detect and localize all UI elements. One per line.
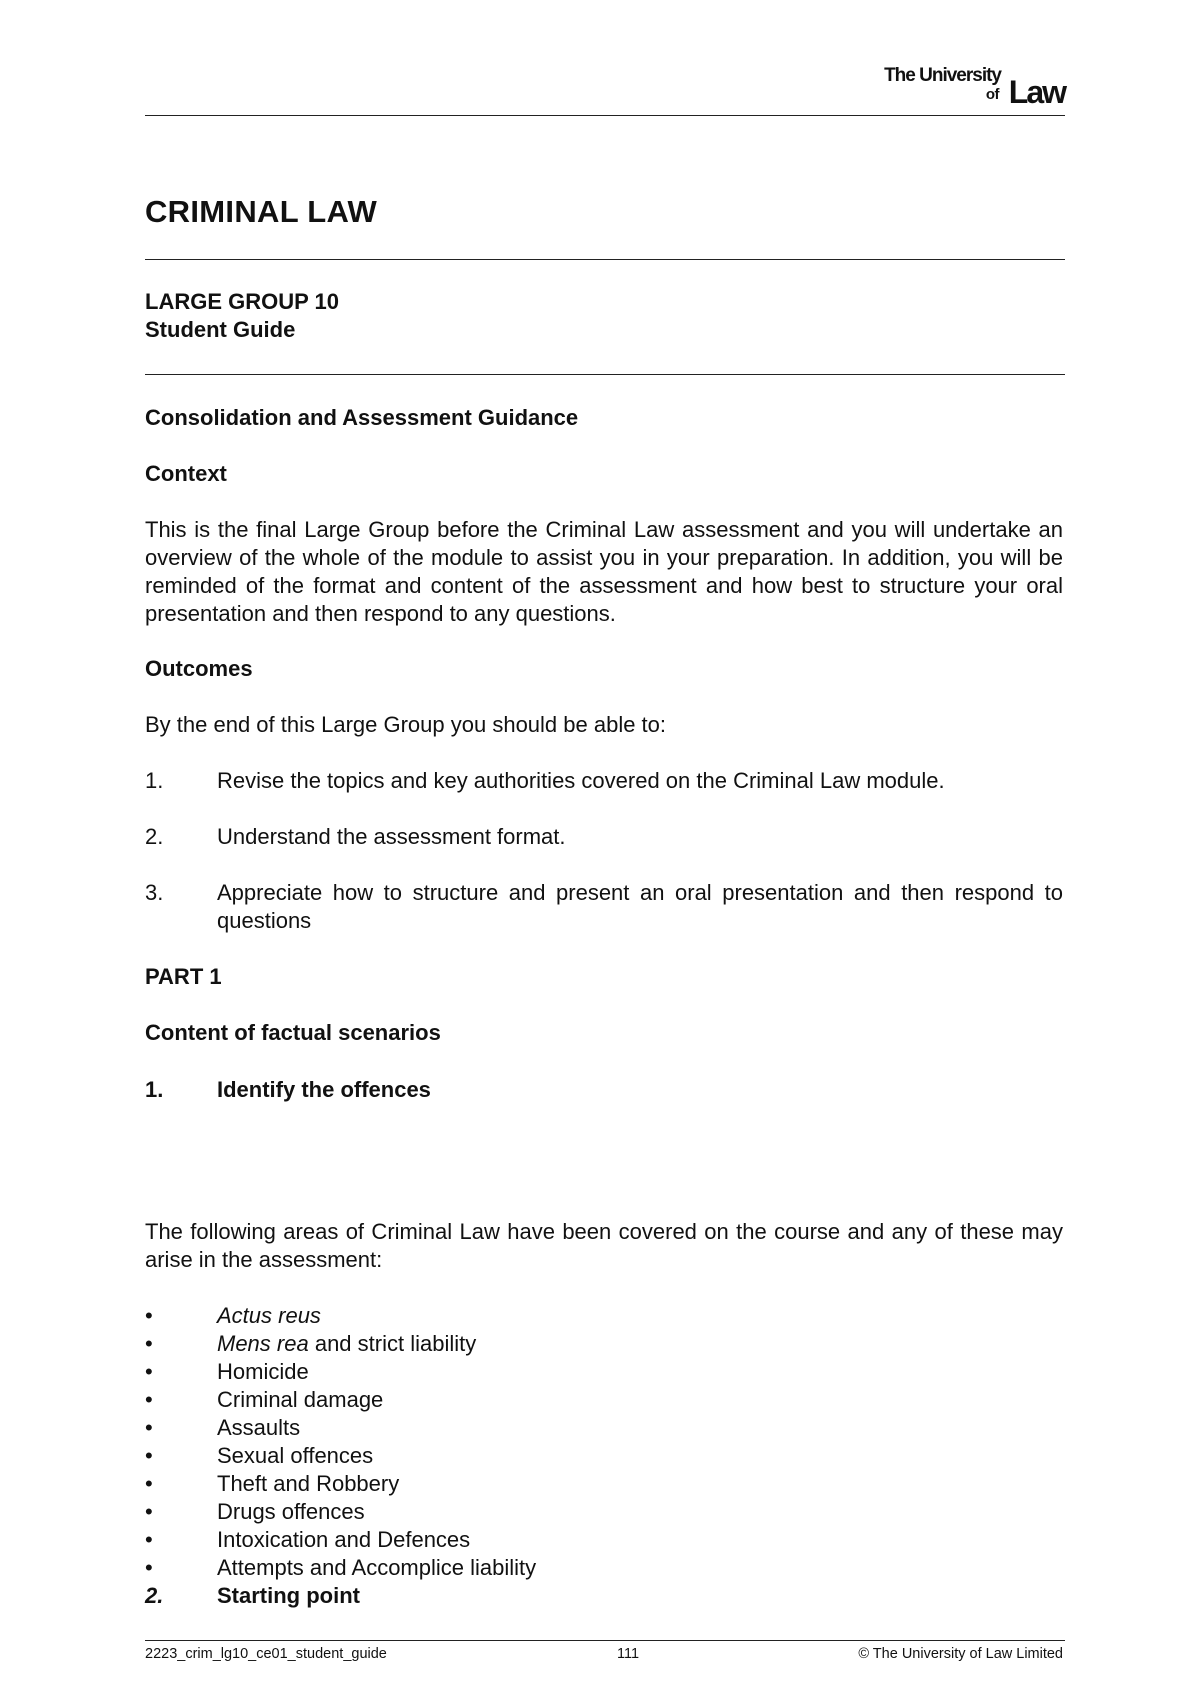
topic-italic-text: Actus reus xyxy=(217,1303,321,1328)
topic-list-item xyxy=(145,1386,1045,1414)
outcome-number: 1. xyxy=(145,768,164,793)
part1-heading: PART 1 xyxy=(145,964,222,989)
step1-label: Identify the offences xyxy=(217,1077,431,1102)
topic-italic-text: Mens rea xyxy=(217,1331,309,1356)
topic-text: Attempts and Accomplice liability xyxy=(217,1555,537,1580)
topic-text: Drugs offences xyxy=(217,1499,365,1524)
context-paragraph: This is the final Large Group before the Criminal Law assessment and you will undertake an overview of the whole of the module to assist you in your preparation. In addition, you will be reminded of the format and content of the assessment and how best to structure your oral presentation and then respond to any questions. xyxy=(145,517,1063,626)
section-heading: Consolidation and Assessment Guidance xyxy=(145,405,579,430)
topic-list-item xyxy=(145,1554,1045,1582)
topic-text: Assaults xyxy=(217,1415,301,1440)
footer-copyright: © The University of Law Limited xyxy=(858,1646,1063,1662)
bullet-icon: • xyxy=(145,1303,153,1328)
page-title: CRIMINAL LAW xyxy=(145,194,378,229)
topics-intro: The following areas of Criminal Law have been covered on the course and any of these may arise in the assessment: xyxy=(145,1219,1063,1272)
outcomes-heading: Outcomes xyxy=(145,656,253,681)
topic-text: Criminal damage xyxy=(217,1387,384,1412)
step2-label: Starting point xyxy=(217,1583,360,1608)
topic-text: Intoxication and Defences xyxy=(217,1527,471,1552)
subtitle-line2: Student Guide xyxy=(145,317,296,342)
bullet-icon: • xyxy=(145,1359,153,1384)
bullet-icon: • xyxy=(145,1443,153,1468)
part1-subheading: Content of factual scenarios xyxy=(145,1020,441,1045)
topic-text: and strict liability xyxy=(308,1331,477,1356)
subtitle-line1: LARGE GROUP 10 xyxy=(145,289,339,314)
footer-divider xyxy=(145,1640,1065,1641)
step1-number: 1. xyxy=(145,1077,164,1102)
bullet-icon: • xyxy=(145,1499,153,1524)
topic-text: Sexual offences xyxy=(217,1443,374,1468)
bullet-icon: • xyxy=(145,1527,153,1552)
footer-doc-ref: 2223_crim_lg10_ce01_student_guide xyxy=(145,1646,387,1662)
subtitle-divider xyxy=(145,374,1065,375)
outcome-item: Revise the topics and key authorities covered on the Criminal Law module. xyxy=(217,768,945,793)
university-logo xyxy=(855,66,1065,108)
bullet-icon: • xyxy=(145,1555,153,1580)
topic-list-item xyxy=(145,1302,1045,1330)
topics-list xyxy=(145,1302,1045,1582)
header-divider xyxy=(145,115,1065,116)
logo-line1: The University xyxy=(884,65,1001,86)
outcomes-intro: By the end of this Large Group you should be able to: xyxy=(145,712,667,737)
topic-list-item xyxy=(145,1358,1045,1386)
topic-list-item xyxy=(145,1526,1045,1554)
topic-text: Theft and Robbery xyxy=(217,1471,400,1496)
topic-list-item xyxy=(145,1330,1045,1358)
title-divider xyxy=(145,259,1065,260)
outcome-item: Understand the assessment format. xyxy=(217,824,566,849)
topic-list-item xyxy=(145,1442,1045,1470)
step2-number: 2. xyxy=(145,1583,164,1608)
topic-list-item xyxy=(145,1498,1045,1526)
bullet-icon: • xyxy=(145,1331,153,1356)
topic-list-item xyxy=(145,1414,1045,1442)
bullet-icon: • xyxy=(145,1415,153,1440)
bullet-icon: • xyxy=(145,1387,153,1412)
logo-word: Law xyxy=(1008,74,1065,110)
bullet-icon: • xyxy=(145,1471,153,1496)
outcome-number: 2. xyxy=(145,824,164,849)
logo-line2: of xyxy=(985,86,999,103)
outcome-number: 3. xyxy=(145,880,164,905)
topic-text: Homicide xyxy=(217,1359,309,1384)
topic-list-item xyxy=(145,1470,1045,1498)
footer-page-number: 111 xyxy=(617,1646,640,1662)
context-heading: Context xyxy=(145,461,227,486)
outcome-item: Appreciate how to structure and present an oral presentation and then respond to questions xyxy=(217,880,1063,933)
